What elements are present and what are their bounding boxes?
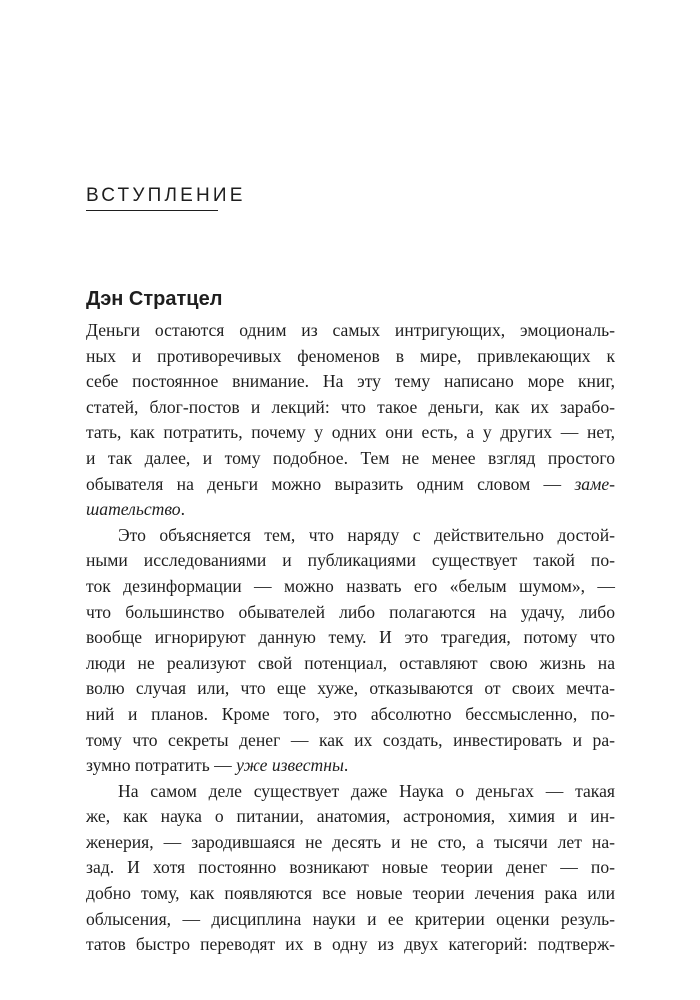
line-text: люди не реализуют свой потенциал, оставляют свою жизнь на (86, 652, 615, 673)
text-line (86, 855, 615, 881)
text-line (86, 369, 615, 395)
text-line (86, 753, 615, 779)
text-line (86, 523, 615, 549)
line-text: ных и противоречивых феноменов в мире, привлекающих к (86, 345, 615, 366)
emphasis-text: шательство (86, 499, 181, 520)
text-line (86, 804, 615, 830)
line-text: тать, как потратить, почему у одних они есть, а у других — нет, (86, 422, 615, 443)
text-line (86, 779, 615, 805)
paragraph (86, 523, 615, 779)
text-line (86, 932, 615, 958)
line-text: Это объясняется тем, что наряду с действительно достой- (118, 524, 615, 545)
line-text: себе постоянное внимание. На эту тему написано море книг, (86, 371, 615, 392)
line-text: тому что секреты денег — как их создать, инвестировать и ра- (86, 729, 615, 750)
line-tail: . (180, 499, 185, 520)
text-line (86, 625, 615, 651)
text-line (86, 574, 615, 600)
line-tail: . (343, 755, 349, 776)
line-text: волю случая или, что еще хуже, отказываются от своих мечта- (86, 678, 615, 699)
text-line (86, 446, 615, 472)
paragraph (86, 318, 615, 523)
text-line (86, 472, 615, 498)
text-line (86, 344, 615, 370)
text-line (86, 881, 615, 907)
text-line (86, 600, 615, 626)
line-text: же, как наука о питании, анатомия, астрономия, химия и ин- (86, 806, 615, 827)
line-text: Деньги остаются одним из самых интригующих, эмоциональ- (86, 320, 615, 340)
text-line (86, 676, 615, 702)
line-text: зад. И хотя постоянно возникают новые теории денег — по- (86, 857, 615, 878)
text-line (86, 395, 615, 421)
line-text: и так далее, и тому подобное. Тем не менее взгляд простого (86, 447, 615, 468)
text-line (86, 497, 615, 523)
line-text: что большинство обывателей либо полагаются на удачу, либо (86, 601, 615, 622)
line-text: татов быстро переводят их в одну из двух категорий: подтверж- (86, 934, 615, 955)
line-text: ний и планов. Кроме того, это абсолютно бессмысленно, по- (86, 703, 615, 724)
line-text: На самом деле существует даже Наука о деньгах — такая (118, 780, 615, 801)
text-line (86, 548, 615, 574)
text-line (86, 830, 615, 856)
line-text: вообще игнорируют данную тему. И это трагедия, потому что (86, 627, 615, 648)
line-text: ток дезинформации — можно назвать его «белым шумом», — (86, 575, 615, 596)
text-line (86, 420, 615, 446)
chapter-title: ВСТУПЛЕНИЕ (86, 185, 246, 206)
line-text: добно тому, как появляются все новые теории лечения рака или (86, 883, 615, 904)
text-line (86, 907, 615, 933)
author-heading: Дэн Стратцел (86, 288, 223, 310)
line-text: зумно потратить — (86, 755, 237, 776)
chapter-title-underline (86, 210, 218, 211)
emphasis-text: уже известны (236, 755, 344, 776)
line-text: женерия, — зародившаяся не десять и не сто, а тысячи лет на- (86, 831, 615, 852)
text-line (86, 702, 615, 728)
paragraph (86, 779, 615, 958)
line-text: статей, блог-постов и лекций: что такое деньги, как их зарабо- (86, 396, 615, 417)
text-line (86, 728, 615, 754)
emphasis-text: заме- (574, 473, 615, 494)
text-line (86, 651, 615, 677)
line-text: обывателя на деньги можно выразить одним словом — (86, 473, 575, 494)
text-line (86, 318, 615, 344)
line-text: облысения, — дисциплина науки и ее критерии оценки резуль- (86, 908, 615, 929)
line-text: ными исследованиями и публикациями существует такой по- (86, 550, 615, 571)
body-text (86, 318, 615, 958)
